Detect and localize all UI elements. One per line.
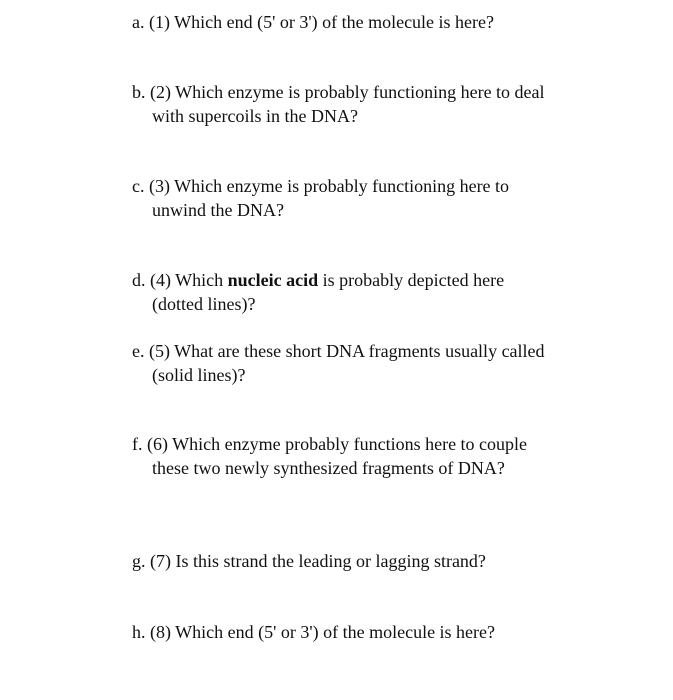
- question-c-line-2: unwind the DNA?: [152, 200, 284, 220]
- question-e-line-1: e. (5) What are these short DNA fragments usually called: [132, 341, 545, 361]
- question-c: [132, 174, 632, 222]
- question-d-text-post: is probably depicted here: [318, 270, 505, 290]
- question-d-text-pre: d. (4) Which: [132, 270, 228, 290]
- question-f: [132, 432, 632, 480]
- question-d-bold-term: nucleic acid: [227, 270, 319, 290]
- question-a: [132, 10, 632, 34]
- question-g: [132, 549, 632, 573]
- question-d-line-2: (dotted lines)?: [152, 294, 256, 314]
- question-h: [132, 620, 632, 644]
- question-a-line-1: a. (1) Which end (5' or 3') of the molecule is here?: [132, 12, 495, 32]
- question-b-line-1: b. (2) Which enzyme is probably functioning here to deal: [132, 82, 545, 102]
- question-h-line-1: h. (8) Which end (5' or 3') of the molecule is here?: [132, 622, 496, 642]
- question-f-line-1: f. (6) Which enzyme probably functions here to couple: [132, 434, 528, 454]
- question-d: [132, 268, 632, 316]
- question-b: [132, 80, 632, 128]
- question-d-line-1: [132, 268, 632, 292]
- question-f-line-2: these two newly synthesized fragments of DNA?: [152, 458, 505, 478]
- question-e: [132, 339, 632, 387]
- question-c-line-1: c. (3) Which enzyme is probably functioning here to: [132, 176, 510, 196]
- question-e-line-2: (solid lines)?: [152, 365, 246, 385]
- question-b-line-2: with supercoils in the DNA?: [152, 106, 358, 126]
- question-g-line-1: g. (7) Is this strand the leading or lagging strand?: [132, 551, 486, 571]
